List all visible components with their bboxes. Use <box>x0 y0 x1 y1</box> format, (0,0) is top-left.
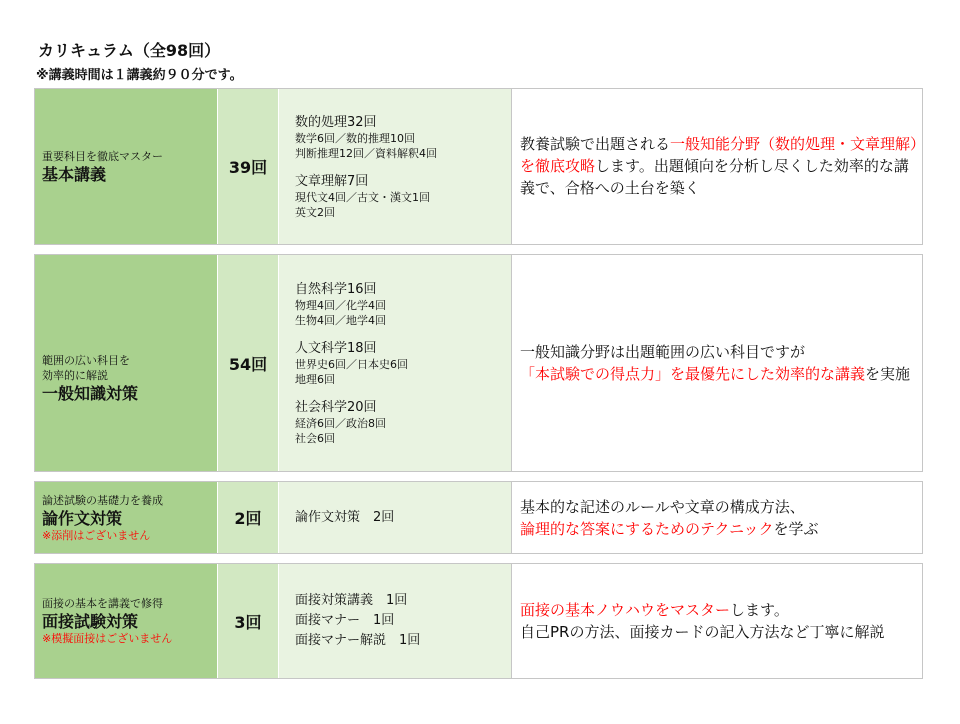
subject-detail: 世界史6回／日本史6回 <box>295 357 408 371</box>
subject-detail: 物理4回／化学4回 <box>295 298 386 312</box>
course-description <box>520 341 922 385</box>
description-text: します。出題傾向を分析し尽くした効率的な講義で、合格への土台を築く <box>520 157 909 197</box>
subject-group <box>295 114 511 161</box>
subject-detail: 英文2回 <box>295 205 335 219</box>
course-description <box>520 133 922 199</box>
description-text: 基本的な記述のルールや文章の構成方法、 <box>520 497 805 516</box>
description-text: 自己PRの方法、面接カードの記入方法など丁寧に解説 <box>520 623 885 641</box>
curriculum-row-interview <box>34 563 923 679</box>
subject-detail: 数学6回／数的推理10回 <box>295 131 415 145</box>
lecture-count-cell <box>218 564 279 678</box>
subject-group-title: 人文科学18回 <box>295 340 377 356</box>
subject-breakdown-cell <box>279 482 512 553</box>
description-text: 教養試験で出題される <box>520 135 671 153</box>
subject-detail: 判断推理12回／資料解釈4回 <box>295 146 437 160</box>
lecture-item: 面接対策講義 1回 <box>295 593 408 608</box>
lecture-count: 39回 <box>228 158 268 177</box>
course-name-cell <box>35 564 218 678</box>
subject-breakdown-cell <box>279 564 512 678</box>
description-highlight: 「本試験での得点力」を最優先にした効率的な講義 <box>520 365 866 383</box>
subject-detail: 経済6回／政治8回 <box>295 416 386 430</box>
curriculum-row-essay <box>34 481 923 554</box>
course-subtitle: 範囲の広い科目を <box>42 353 130 367</box>
course-title: 論作文対策 <box>42 508 123 528</box>
course-subtitle: 効率的に解説 <box>42 368 108 382</box>
description-text: 一般知識分野は出題範囲の広い科目ですが <box>520 343 806 361</box>
description-cell <box>512 255 922 471</box>
subject-group <box>295 340 511 387</box>
subject-breakdown-cell <box>279 255 512 471</box>
course-title: 面接試験対策 <box>42 612 139 631</box>
subject-detail: 地理6回 <box>295 372 335 386</box>
description-text: します。 <box>730 601 789 619</box>
description-highlight: 一般知能分野（数的処理・文章理解）を徹底攻略 <box>520 135 918 175</box>
subject-group <box>295 281 511 328</box>
course-title: 一般知識対策 <box>42 383 139 403</box>
course-name-cell <box>35 255 218 471</box>
subject-detail: 生物4回／地学4回 <box>295 313 386 327</box>
description-text: を実施 <box>865 365 911 383</box>
course-subtitle: 論述試験の基礎力を養成 <box>42 493 163 507</box>
lecture-time-note: ※講義時間は１講義約９０分です。 <box>36 68 243 83</box>
course-subtitle: 面接の基本を講義で修得 <box>42 597 163 610</box>
course-description <box>520 599 922 643</box>
page-title: カリキュラム（全98回） <box>38 41 221 60</box>
course-subtitle: 重要科目を徹底マスター <box>42 149 163 163</box>
description-highlight: 面接の基本ノウハウをマスター <box>520 601 731 619</box>
course-warning: ※添削はございません <box>42 528 151 542</box>
description-cell <box>512 482 922 553</box>
lecture-count: 3回 <box>234 612 262 632</box>
subject-group-title: 自然科学16回 <box>295 281 377 297</box>
curriculum-row-general-knowledge <box>34 254 923 472</box>
subject-group <box>295 173 511 220</box>
subject-breakdown-cell <box>279 89 512 244</box>
lecture-count: 2回 <box>234 509 262 528</box>
subject-detail: 現代文4回／古文・漢文1回 <box>295 190 430 204</box>
lecture-item: 面接マナー解説 1回 <box>295 633 421 648</box>
course-description <box>520 496 922 540</box>
course-name-cell <box>35 482 218 553</box>
subject-group-title: 数的処理32回 <box>295 114 377 130</box>
lecture-count-cell <box>218 89 279 244</box>
course-warning: ※模擬面接はございません <box>42 632 173 645</box>
description-cell <box>512 564 922 678</box>
description-cell <box>512 89 922 244</box>
description-highlight: 論理的な答案にするためのテクニック <box>520 519 774 538</box>
course-name-cell <box>35 89 218 244</box>
course-title: 基本講義 <box>42 164 107 184</box>
lecture-item: 論作文対策 2回 <box>295 509 395 525</box>
lecture-item: 面接マナー 1回 <box>295 613 395 628</box>
description-text: を学ぶ <box>773 519 819 538</box>
lecture-count-cell <box>218 255 279 471</box>
subject-group-title: 文章理解7回 <box>295 173 369 189</box>
lecture-count-cell <box>218 482 279 553</box>
subject-group <box>295 399 511 446</box>
subject-detail: 社会6回 <box>295 431 335 445</box>
curriculum-row-basic-lecture <box>34 88 923 245</box>
subject-group-title: 社会科学20回 <box>295 399 377 415</box>
lecture-count: 54回 <box>228 354 268 374</box>
